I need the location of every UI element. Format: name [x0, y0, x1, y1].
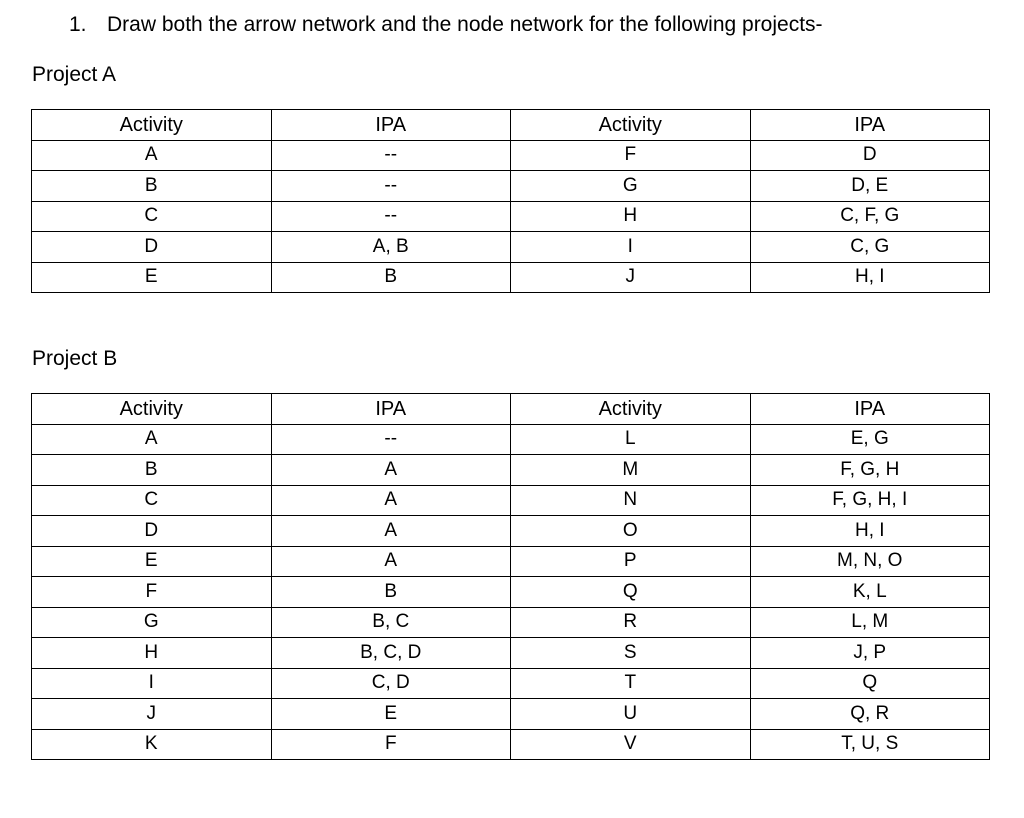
ipa-cell: L, M [750, 607, 990, 638]
project-b-table [31, 393, 990, 760]
activity-cell: H [32, 638, 272, 669]
activity-cell: J [32, 699, 272, 730]
table-row [32, 607, 990, 638]
activity-cell: G [32, 607, 272, 638]
table-row [32, 140, 990, 171]
ipa-cell: D [750, 140, 990, 171]
ipa-cell: B, C, D [271, 638, 511, 669]
activity-cell: C [32, 201, 272, 232]
ipa-cell: C, F, G [750, 201, 990, 232]
ipa-cell: F [271, 729, 511, 760]
table-row [32, 516, 990, 547]
activity-cell: E [32, 546, 272, 577]
activity-cell: S [511, 638, 751, 669]
activity-cell: P [511, 546, 751, 577]
ipa-cell: -- [271, 140, 511, 171]
ipa-cell: C, G [750, 232, 990, 263]
header-activity: Activity [32, 110, 272, 141]
activity-cell: I [32, 668, 272, 699]
ipa-cell: M, N, O [750, 546, 990, 577]
ipa-cell: B [271, 262, 511, 293]
activity-cell: D [32, 516, 272, 547]
project-b-title: Project B [32, 347, 118, 370]
activity-cell: H [511, 201, 751, 232]
activity-cell: B [32, 455, 272, 486]
table-header-row [32, 110, 990, 141]
project-a-title: Project A [32, 63, 117, 86]
ipa-cell: E, G [750, 424, 990, 455]
activity-cell: A [32, 424, 272, 455]
activity-cell: I [511, 232, 751, 263]
table-row [32, 729, 990, 760]
question-heading [69, 10, 823, 40]
ipa-cell: B [271, 577, 511, 608]
ipa-cell: E [271, 699, 511, 730]
activity-cell: F [32, 577, 272, 608]
ipa-cell: A [271, 516, 511, 547]
activity-cell: U [511, 699, 751, 730]
activity-cell: D [32, 232, 272, 263]
ipa-cell: C, D [271, 668, 511, 699]
activity-cell: N [511, 485, 751, 516]
activity-cell: E [32, 262, 272, 293]
activity-cell: T [511, 668, 751, 699]
activity-cell: O [511, 516, 751, 547]
ipa-cell: H, I [750, 262, 990, 293]
activity-cell: C [32, 485, 272, 516]
ipa-cell: F, G, H, I [750, 485, 990, 516]
table-row [32, 424, 990, 455]
table-row [32, 546, 990, 577]
question-text: Draw both the arrow network and the node network for the following projects- [107, 13, 823, 36]
table-row [32, 668, 990, 699]
ipa-cell: -- [271, 201, 511, 232]
table-row [32, 201, 990, 232]
project-a-table-body [32, 140, 990, 293]
table-row [32, 699, 990, 730]
ipa-cell: F, G, H [750, 455, 990, 486]
header-ipa: IPA [271, 110, 511, 141]
activity-cell: V [511, 729, 751, 760]
activity-cell: Q [511, 577, 751, 608]
header-activity: Activity [32, 394, 272, 425]
ipa-cell: T, U, S [750, 729, 990, 760]
question-number: 1. [69, 13, 87, 36]
table-row [32, 577, 990, 608]
table-row [32, 171, 990, 202]
activity-cell: G [511, 171, 751, 202]
ipa-cell: -- [271, 171, 511, 202]
ipa-cell: J, P [750, 638, 990, 669]
ipa-cell: A [271, 455, 511, 486]
activity-cell: R [511, 607, 751, 638]
table-row [32, 232, 990, 263]
activity-cell: F [511, 140, 751, 171]
activity-cell: L [511, 424, 751, 455]
project-b-table-body [32, 424, 990, 760]
ipa-cell: A [271, 546, 511, 577]
ipa-cell: -- [271, 424, 511, 455]
header-ipa: IPA [750, 110, 990, 141]
ipa-cell: A, B [271, 232, 511, 263]
ipa-cell: B, C [271, 607, 511, 638]
ipa-cell: A [271, 485, 511, 516]
activity-cell: M [511, 455, 751, 486]
activity-cell: K [32, 729, 272, 760]
activity-cell: J [511, 262, 751, 293]
table-row [32, 262, 990, 293]
table-row [32, 455, 990, 486]
activity-cell: B [32, 171, 272, 202]
table-row [32, 638, 990, 669]
project-a-table [31, 109, 990, 293]
table-header-row [32, 394, 990, 425]
table-row [32, 485, 990, 516]
activity-cell: A [32, 140, 272, 171]
header-ipa: IPA [750, 394, 990, 425]
header-ipa: IPA [271, 394, 511, 425]
ipa-cell: H, I [750, 516, 990, 547]
ipa-cell: K, L [750, 577, 990, 608]
header-activity: Activity [511, 110, 751, 141]
ipa-cell: Q [750, 668, 990, 699]
header-activity: Activity [511, 394, 751, 425]
ipa-cell: Q, R [750, 699, 990, 730]
ipa-cell: D, E [750, 171, 990, 202]
